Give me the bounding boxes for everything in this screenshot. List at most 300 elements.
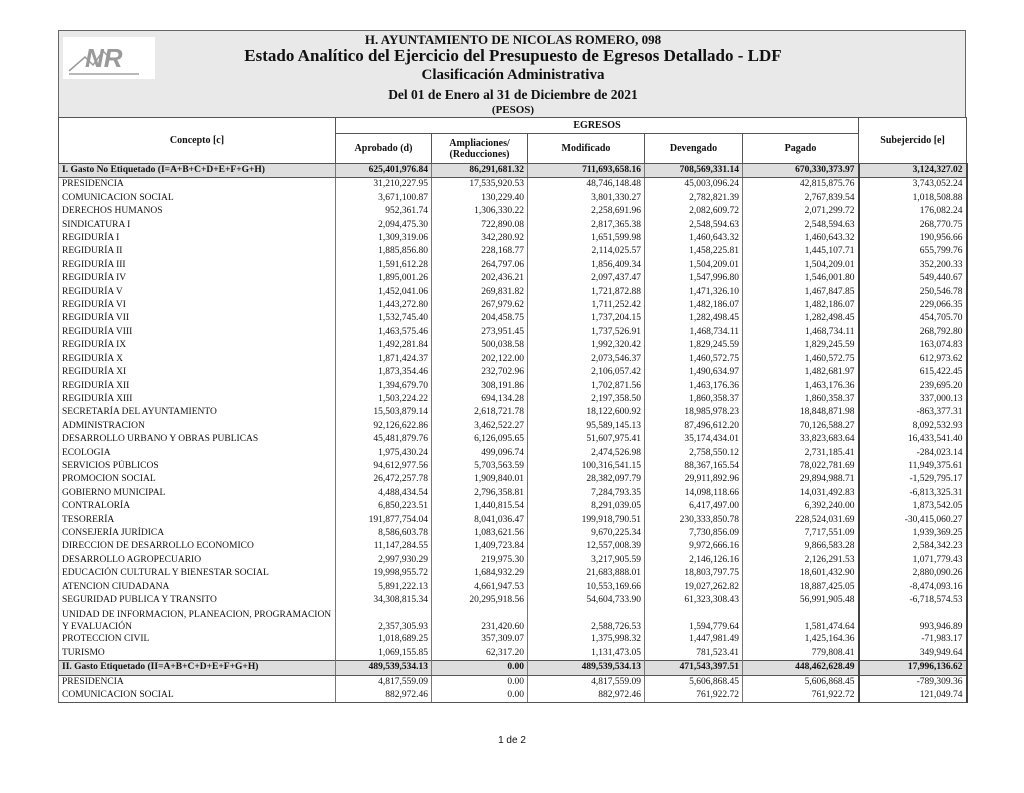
cell-ampliaciones: 6,126,095.65: [432, 433, 528, 446]
cell-concepto: REGIDURÍA VI: [59, 299, 336, 312]
cell-pagado: 78,022,781.69: [743, 460, 859, 473]
cell-ampliaciones: 232,702.96: [432, 366, 528, 379]
table-row: [59, 487, 967, 500]
table-row: [59, 219, 967, 232]
table-row: [59, 380, 967, 393]
cell-subejercido: -284,023.14: [859, 447, 967, 460]
cell-subejercido: 337,000.13: [859, 393, 967, 406]
cell-modificado: 48,746,148.48: [528, 178, 645, 192]
cell-pagado: 1,860,358.37: [743, 393, 859, 406]
cell-concepto: DESARROLLO AGROPECUARIO: [59, 554, 336, 567]
cell-pagado: 1,546,001.80: [743, 272, 859, 285]
column-header-modificado: Modificado: [528, 134, 645, 164]
cell-ampliaciones: 130,229.40: [432, 192, 528, 205]
cell-subejercido: 16,433,541.40: [859, 433, 967, 446]
page-number: 1 de 2: [498, 735, 526, 746]
table-row: [59, 447, 967, 460]
table-row: [59, 514, 967, 527]
cell-aprobado: 34,308,815.34: [336, 594, 432, 607]
cell-modificado: 7,284,793.35: [528, 487, 645, 500]
budget-table: [58, 117, 968, 703]
report-sheet: [58, 30, 966, 703]
cell-concepto: REGIDURÍA V: [59, 286, 336, 299]
table-row: [59, 500, 967, 513]
cell-ampliaciones: 269,831.82: [432, 286, 528, 299]
cell-devengado: 35,174,434.01: [645, 433, 743, 446]
cell-devengado: 2,082,609.72: [645, 205, 743, 218]
table-row: [59, 192, 967, 205]
cell-pagado: 1,581,474.64: [743, 607, 859, 633]
cell-devengado: 29,911,892.96: [645, 473, 743, 486]
cell-modificado: 4,817,559.09: [528, 675, 645, 689]
cell-subejercido: 239,695.20: [859, 380, 967, 393]
table-row: [59, 689, 967, 703]
cell-pagado: 779,808.41: [743, 647, 859, 661]
cell-subejercido: -1,529,795.17: [859, 473, 967, 486]
cell-pagado: 448,462,628.49: [743, 661, 859, 675]
cell-subejercido: 615,422.45: [859, 366, 967, 379]
cell-aprobado: 1,873,354.46: [336, 366, 432, 379]
cell-pagado: 2,767,839.54: [743, 192, 859, 205]
cell-subejercido: 352,200.33: [859, 259, 967, 272]
cell-aprobado: 1,463,575.46: [336, 326, 432, 339]
cell-modificado: 2,106,057.42: [528, 366, 645, 379]
municipality-name: H. AYUNTAMIENTO DE NICOLAS ROMERO, 098: [364, 32, 662, 47]
cell-devengado: 9,972,666.16: [645, 540, 743, 553]
cell-subejercido: -6,718,574.53: [859, 594, 967, 607]
column-header-aprobado: Aprobado (d): [336, 134, 432, 164]
cell-subejercido: 549,440.67: [859, 272, 967, 285]
cell-modificado: 1,711,252.42: [528, 299, 645, 312]
cell-concepto: DESARROLLO URBANO Y OBRAS PUBLICAS: [59, 433, 336, 446]
cell-devengado: 1,482,186.07: [645, 299, 743, 312]
cell-ampliaciones: 1,083,621.56: [432, 527, 528, 540]
cell-ampliaciones: 0.00: [432, 689, 528, 703]
cell-subejercido: 176,082.24: [859, 205, 967, 218]
cell-ampliaciones: 264,797.06: [432, 259, 528, 272]
cell-devengado: 1,447,981.49: [645, 633, 743, 646]
report-period: Del 01 de Enero al 31 de Diciembre de 2021: [388, 87, 638, 102]
cell-subejercido: 2,880,090.26: [859, 567, 967, 580]
table-row: [59, 647, 967, 661]
cell-subejercido: 1,018,508.88: [859, 192, 967, 205]
table-row: [59, 581, 967, 594]
cell-modificado: 199,918,790.51: [528, 514, 645, 527]
report-currency: (PESOS): [491, 104, 535, 116]
table-row: [59, 259, 967, 272]
cell-pagado: 7,717,551.09: [743, 527, 859, 540]
cell-devengado: 1,468,734.11: [645, 326, 743, 339]
cell-ampliaciones: 8,041,036.47: [432, 514, 528, 527]
table-row: [59, 594, 967, 607]
column-header-devengado: Devengado: [645, 134, 743, 164]
cell-ampliaciones: 308,191.86: [432, 380, 528, 393]
cell-subejercido: 121,049.74: [859, 689, 967, 703]
cell-concepto: GOBIERNO MUNICIPAL: [59, 487, 336, 500]
cell-ampliaciones: 20,295,918.56: [432, 594, 528, 607]
cell-concepto: REGIDURÍA VIII: [59, 326, 336, 339]
cell-pagado: 1,482,186.07: [743, 299, 859, 312]
cell-aprobado: 1,452,041.06: [336, 286, 432, 299]
cell-modificado: 28,382,097.79: [528, 473, 645, 486]
cell-concepto: REGIDURÍA III: [59, 259, 336, 272]
table-row: [59, 607, 967, 633]
cell-subejercido: 454,705.70: [859, 312, 967, 325]
cell-aprobado: 3,671,100.87: [336, 192, 432, 205]
cell-pagado: 1,425,164.36: [743, 633, 859, 646]
cell-ampliaciones: 342,280.92: [432, 232, 528, 245]
svg-text:NR: NR: [85, 43, 123, 73]
cell-devengado: 1,463,176.36: [645, 380, 743, 393]
table-row: [59, 473, 967, 486]
cell-devengado: 781,523.41: [645, 647, 743, 661]
cell-subejercido: 349,949.64: [859, 647, 967, 661]
cell-concepto: REGIDURÍA I: [59, 232, 336, 245]
cell-subejercido: 1,873,542.05: [859, 500, 967, 513]
cell-aprobado: 94,612,977.56: [336, 460, 432, 473]
cell-modificado: 18,122,600.92: [528, 406, 645, 419]
cell-modificado: 2,258,691.96: [528, 205, 645, 218]
report-title: Estado Analítico del Ejercicio del Presupuesto de Egresos Detallado - LDF: [244, 46, 782, 65]
cell-concepto: CONSEJERÍA JURÍDICA: [59, 527, 336, 540]
table-row: [59, 406, 967, 419]
cell-ampliaciones: 1,306,330.22: [432, 205, 528, 218]
cell-concepto: REGIDURÍA X: [59, 353, 336, 366]
cell-pagado: 56,991,905.48: [743, 594, 859, 607]
cell-devengado: 2,548,594.63: [645, 219, 743, 232]
cell-subejercido: 3,124,327.02: [859, 164, 967, 178]
cell-ampliaciones: 17,535,920.53: [432, 178, 528, 192]
cell-subejercido: 8,092,532.93: [859, 420, 967, 433]
cell-modificado: 2,588,726.53: [528, 607, 645, 633]
cell-aprobado: 1,492,281.84: [336, 339, 432, 352]
table-row: [59, 460, 967, 473]
cell-devengado: 88,367,165.54: [645, 460, 743, 473]
cell-concepto: I. Gasto No Etiquetado (I=A+B+C+D+E+F+G+H): [59, 164, 336, 178]
cell-devengado: 1,460,572.75: [645, 353, 743, 366]
table-row: [59, 272, 967, 285]
cell-ampliaciones: 694,134.28: [432, 393, 528, 406]
cell-devengado: 45,003,096.24: [645, 178, 743, 192]
table-row: [59, 205, 967, 218]
cell-devengado: 1,860,358.37: [645, 393, 743, 406]
cell-concepto: COMUNICACION SOCIAL: [59, 689, 336, 703]
cell-modificado: 2,474,526.98: [528, 447, 645, 460]
cell-ampliaciones: 2,618,721.78: [432, 406, 528, 419]
cell-ampliaciones: 0.00: [432, 661, 528, 675]
cell-subejercido: -30,415,060.27: [859, 514, 967, 527]
cell-concepto: REGIDURÍA IX: [59, 339, 336, 352]
cell-ampliaciones: 1,440,815.54: [432, 500, 528, 513]
report-header: [58, 30, 966, 117]
cell-modificado: 2,197,358.50: [528, 393, 645, 406]
cell-ampliaciones: 267,979.62: [432, 299, 528, 312]
cell-pagado: 1,504,209.01: [743, 259, 859, 272]
cell-pagado: 2,731,185.41: [743, 447, 859, 460]
cell-pagado: 2,071,299.72: [743, 205, 859, 218]
cell-concepto: II. Gasto Etiquetado (II=A+B+C+D+E+F+G+H): [59, 661, 336, 675]
cell-ampliaciones: 231,420.60: [432, 607, 528, 633]
cell-devengado: 18,985,978.23: [645, 406, 743, 419]
cell-pagado: 18,601,432.90: [743, 567, 859, 580]
column-header-ampliaciones: Ampliaciones/ (Reducciones): [432, 134, 528, 164]
cell-devengado: 1,471,326.10: [645, 286, 743, 299]
table-row: [59, 339, 967, 352]
cell-pagado: 9,866,583.28: [743, 540, 859, 553]
report-classification: Clasificación Administrativa: [421, 67, 605, 83]
cell-devengado: 761,922.72: [645, 689, 743, 703]
cell-subejercido: 1,939,369.25: [859, 527, 967, 540]
cell-subejercido: 2,584,342.23: [859, 540, 967, 553]
cell-pagado: 42,815,875.76: [743, 178, 859, 192]
cell-aprobado: 4,488,434.54: [336, 487, 432, 500]
cell-modificado: 1,737,204.15: [528, 312, 645, 325]
cell-concepto: EDUCACIÓN CULTURAL Y BIENESTAR SOCIAL: [59, 567, 336, 580]
cell-devengado: 230,333,850.78: [645, 514, 743, 527]
column-header-subejercido: Subejercido [e]: [859, 118, 967, 164]
cell-concepto: UNIDAD DE INFORMACION, PLANEACION, PROGRAMACION Y EVALUACIÓN: [59, 607, 336, 633]
cell-ampliaciones: 722,890.08: [432, 219, 528, 232]
cell-ampliaciones: 357,309.07: [432, 633, 528, 646]
cell-modificado: 12,557,008.39: [528, 540, 645, 553]
cell-modificado: 2,817,365.38: [528, 219, 645, 232]
cell-concepto: SINDICATURA I: [59, 219, 336, 232]
cell-aprobado: 882,972.46: [336, 689, 432, 703]
cell-ampliaciones: 1,409,723.84: [432, 540, 528, 553]
cell-devengado: 2,758,550.12: [645, 447, 743, 460]
cell-pagado: 1,829,245.59: [743, 339, 859, 352]
cell-concepto: ADMINISTRACION: [59, 420, 336, 433]
cell-subejercido: 1,071,779.43: [859, 554, 967, 567]
cell-aprobado: 489,539,534.13: [336, 661, 432, 675]
cell-modificado: 2,114,025.57: [528, 245, 645, 258]
cell-ampliaciones: 3,462,522.27: [432, 420, 528, 433]
table-row: [59, 554, 967, 567]
cell-ampliaciones: 202,436.21: [432, 272, 528, 285]
cell-subejercido: 17,996,136.62: [859, 661, 967, 675]
cell-modificado: 711,693,658.16: [528, 164, 645, 178]
cell-modificado: 100,316,541.15: [528, 460, 645, 473]
cell-aprobado: 6,850,223.51: [336, 500, 432, 513]
cell-modificado: 95,589,145.13: [528, 420, 645, 433]
cell-aprobado: 11,147,284.55: [336, 540, 432, 553]
cell-pagado: 33,823,683.64: [743, 433, 859, 446]
cell-concepto: SERVICIOS PÚBLICOS: [59, 460, 336, 473]
cell-concepto: CONTRALORÍA: [59, 500, 336, 513]
cell-aprobado: 4,817,559.09: [336, 675, 432, 689]
cell-aprobado: 31,210,227.95: [336, 178, 432, 192]
cell-modificado: 2,073,546.37: [528, 353, 645, 366]
cell-aprobado: 2,094,475.30: [336, 219, 432, 232]
cell-pagado: 1,467,847.85: [743, 286, 859, 299]
cell-concepto: SECRETARÍA DEL AYUNTAMIENTO: [59, 406, 336, 419]
cell-pagado: 1,460,572.75: [743, 353, 859, 366]
cell-concepto: PRESIDENCIA: [59, 675, 336, 689]
table-row: [59, 353, 967, 366]
table-row: [59, 675, 967, 689]
cell-modificado: 21,683,888.01: [528, 567, 645, 580]
table-row: [59, 232, 967, 245]
cell-subejercido: 268,770.75: [859, 219, 967, 232]
cell-pagado: 2,126,291.53: [743, 554, 859, 567]
cell-concepto: REGIDURÍA VII: [59, 312, 336, 325]
cell-subejercido: -6,813,325.31: [859, 487, 967, 500]
cell-pagado: 1,482,681.97: [743, 366, 859, 379]
table-total-row: [59, 164, 967, 178]
cell-ampliaciones: 500,038.58: [432, 339, 528, 352]
cell-concepto: SEGURIDAD PUBLICA Y TRANSITO: [59, 594, 336, 607]
cell-aprobado: 1,871,424.37: [336, 353, 432, 366]
cell-modificado: 2,097,437.47: [528, 272, 645, 285]
cell-pagado: 1,463,176.36: [743, 380, 859, 393]
cell-pagado: 6,392,240.00: [743, 500, 859, 513]
table-row: [59, 366, 967, 379]
table-row: [59, 393, 967, 406]
cell-ampliaciones: 204,458.75: [432, 312, 528, 325]
cell-ampliaciones: 2,796,358.81: [432, 487, 528, 500]
table-row: [59, 567, 967, 580]
cell-subejercido: 11,949,375.61: [859, 460, 967, 473]
cell-aprobado: 5,891,222.13: [336, 581, 432, 594]
cell-modificado: 8,291,039.05: [528, 500, 645, 513]
cell-concepto: DIRECCION DE DESARROLLO ECONOMICO: [59, 540, 336, 553]
cell-ampliaciones: 273,951.45: [432, 326, 528, 339]
column-header-pagado: Pagado: [743, 134, 859, 164]
cell-subejercido: 3,743,052.24: [859, 178, 967, 192]
cell-pagado: 18,887,425.05: [743, 581, 859, 594]
cell-subejercido: -71,983.17: [859, 633, 967, 646]
table-row: [59, 299, 967, 312]
cell-concepto: REGIDURÍA XI: [59, 366, 336, 379]
cell-devengado: 2,782,821.39: [645, 192, 743, 205]
cell-ampliaciones: 5,703,563.59: [432, 460, 528, 473]
cell-modificado: 3,217,905.59: [528, 554, 645, 567]
cell-concepto: PRESIDENCIA: [59, 178, 336, 192]
table-row: [59, 178, 967, 192]
cell-devengado: 19,027,262.82: [645, 581, 743, 594]
cell-modificado: 3,801,330.27: [528, 192, 645, 205]
cell-modificado: 1,702,871.56: [528, 380, 645, 393]
table-total-row: [59, 661, 967, 675]
table-row: [59, 312, 967, 325]
cell-ampliaciones: 1,909,840.01: [432, 473, 528, 486]
cell-devengado: 708,569,331.14: [645, 164, 743, 178]
cell-modificado: 1,375,998.32: [528, 633, 645, 646]
cell-ampliaciones: 219,975.30: [432, 554, 528, 567]
cell-pagado: 29,894,988.71: [743, 473, 859, 486]
cell-aprobado: 1,503,224.22: [336, 393, 432, 406]
cell-aprobado: 45,481,879.76: [336, 433, 432, 446]
cell-aprobado: 2,357,305.93: [336, 607, 432, 633]
cell-devengado: 87,496,612.20: [645, 420, 743, 433]
cell-aprobado: 191,877,754.04: [336, 514, 432, 527]
cell-devengado: 1,282,498.45: [645, 312, 743, 325]
cell-subejercido: 250,546.78: [859, 286, 967, 299]
table-row: [59, 286, 967, 299]
cell-modificado: 489,539,534.13: [528, 661, 645, 675]
cell-ampliaciones: 202,122.00: [432, 353, 528, 366]
cell-concepto: REGIDURÍA XIII: [59, 393, 336, 406]
cell-devengado: 1,490,634.97: [645, 366, 743, 379]
cell-aprobado: 1,532,745.40: [336, 312, 432, 325]
cell-devengado: 7,730,856.09: [645, 527, 743, 540]
cell-concepto: COMUNICACION SOCIAL: [59, 192, 336, 205]
cell-devengado: 471,543,397.51: [645, 661, 743, 675]
table-row: [59, 326, 967, 339]
cell-pagado: 670,330,373.97: [743, 164, 859, 178]
cell-ampliaciones: 499,096.74: [432, 447, 528, 460]
cell-concepto: PROTECCION CIVIL: [59, 633, 336, 646]
cell-modificado: 1,737,526.91: [528, 326, 645, 339]
cell-subejercido: 612,973.62: [859, 353, 967, 366]
cell-concepto: ECOLOGIA: [59, 447, 336, 460]
cell-devengado: 6,417,497.00: [645, 500, 743, 513]
cell-modificado: 1,131,473.05: [528, 647, 645, 661]
cell-devengado: 1,458,225.81: [645, 245, 743, 258]
cell-subejercido: 190,956.66: [859, 232, 967, 245]
cell-devengado: 1,829,245.59: [645, 339, 743, 352]
cell-ampliaciones: 62,317.20: [432, 647, 528, 661]
cell-pagado: 70,126,588.27: [743, 420, 859, 433]
cell-pagado: 228,524,031.69: [743, 514, 859, 527]
cell-aprobado: 1,885,856.80: [336, 245, 432, 258]
cell-modificado: 1,856,409.34: [528, 259, 645, 272]
cell-aprobado: 1,309,319.06: [336, 232, 432, 245]
cell-ampliaciones: 0.00: [432, 675, 528, 689]
cell-aprobado: 625,401,976.84: [336, 164, 432, 178]
cell-devengado: 18,803,797.75: [645, 567, 743, 580]
column-header-egresos: EGRESOS: [336, 118, 859, 134]
cell-devengado: 1,547,996.80: [645, 272, 743, 285]
table-row: [59, 527, 967, 540]
cell-aprobado: 1,018,689.25: [336, 633, 432, 646]
cell-concepto: TURISMO: [59, 647, 336, 661]
cell-aprobado: 1,394,679.70: [336, 380, 432, 393]
cell-pagado: 1,282,498.45: [743, 312, 859, 325]
cell-ampliaciones: 228,168.77: [432, 245, 528, 258]
cell-modificado: 10,553,169.66: [528, 581, 645, 594]
cell-pagado: 1,460,643.32: [743, 232, 859, 245]
cell-pagado: 1,445,107.71: [743, 245, 859, 258]
cell-subejercido: 229,066.35: [859, 299, 967, 312]
cell-aprobado: 1,895,001.26: [336, 272, 432, 285]
cell-subejercido: -863,377.31: [859, 406, 967, 419]
cell-ampliaciones: 4,661,947.53: [432, 581, 528, 594]
cell-pagado: 1,468,734.11: [743, 326, 859, 339]
cell-pagado: 2,548,594.63: [743, 219, 859, 232]
cell-pagado: 18,848,871.98: [743, 406, 859, 419]
cell-aprobado: 92,126,622.86: [336, 420, 432, 433]
cell-subejercido: 268,792.80: [859, 326, 967, 339]
cell-ampliaciones: 1,684,932.29: [432, 567, 528, 580]
cell-modificado: 882,972.46: [528, 689, 645, 703]
cell-modificado: 51,607,975.41: [528, 433, 645, 446]
cell-modificado: 1,721,872.88: [528, 286, 645, 299]
cell-devengado: 2,146,126.16: [645, 554, 743, 567]
cell-concepto: REGIDURÍA IV: [59, 272, 336, 285]
table-row: [59, 245, 967, 258]
cell-modificado: 54,604,733.90: [528, 594, 645, 607]
table-row: [59, 633, 967, 646]
cell-devengado: 5,606,868.45: [645, 675, 743, 689]
cell-pagado: 761,922.72: [743, 689, 859, 703]
cell-aprobado: 19,998,955.72: [336, 567, 432, 580]
cell-devengado: 14,098,118.66: [645, 487, 743, 500]
cell-devengado: 1,460,643.32: [645, 232, 743, 245]
cell-pagado: 5,606,868.45: [743, 675, 859, 689]
cell-aprobado: 2,997,930.29: [336, 554, 432, 567]
cell-aprobado: 8,586,603.78: [336, 527, 432, 540]
